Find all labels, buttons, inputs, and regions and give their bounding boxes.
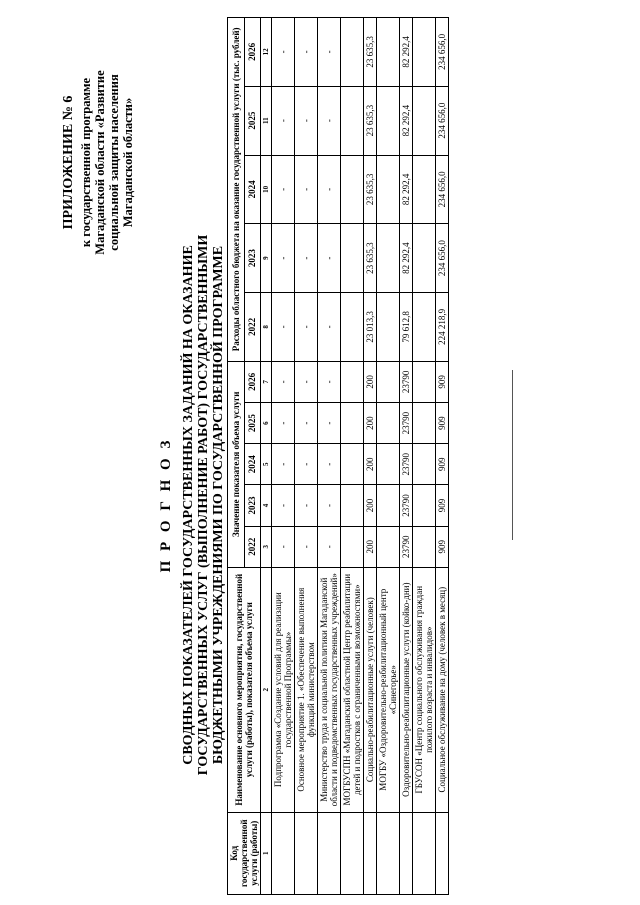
volume-value-cell: 200 <box>364 526 377 567</box>
expense-value-cell: - <box>272 18 295 87</box>
row-name: МОГБУ «Оздоровительно-реабилитационный центр «Синегорье» <box>377 567 400 812</box>
expense-value-cell <box>377 86 400 155</box>
expense-value-cell: - <box>318 155 341 224</box>
expense-value-cell: - <box>272 292 295 361</box>
row-name: Социальное обслуживание на дому (человек в месяц) <box>436 567 449 812</box>
expense-value-cell <box>377 224 400 293</box>
row-name: Подпрограмма «Создание условий для реализации государственной Программы» <box>272 567 295 812</box>
volume-value-cell: - <box>318 444 341 485</box>
volume-value-cell: 200 <box>364 444 377 485</box>
expense-value-cell <box>413 292 436 361</box>
volume-value-cell: - <box>272 444 295 485</box>
header-code: Код государственной услуги (работы) <box>228 812 261 894</box>
column-number: 4 <box>261 485 272 526</box>
header-row <box>228 18 245 895</box>
volume-value-cell: 909 <box>436 402 449 443</box>
expense-value-cell: - <box>295 86 318 155</box>
appendix-line: к государственной программе <box>79 77 93 248</box>
volume-value-cell: - <box>295 444 318 485</box>
volume-value-cell <box>341 526 364 567</box>
volume-value-cell: 23790 <box>400 444 413 485</box>
volume-value-cell: 23790 <box>400 485 413 526</box>
header-expense-group: Расходы областного бюджета на оказание государственной услуги (тыс. рублей) <box>228 18 245 362</box>
expense-value-cell <box>341 18 364 87</box>
expense-year-header: 2024 <box>244 155 261 224</box>
expense-value-cell: 82 292,4 <box>400 155 413 224</box>
column-number: 8 <box>261 292 272 361</box>
volume-value-cell: 200 <box>364 485 377 526</box>
expense-value-cell: - <box>272 155 295 224</box>
row-name: Социально-реабилитационные услуги (человек) <box>364 567 377 812</box>
row-code <box>364 812 377 894</box>
appendix-number: ПРИЛОЖЕНИЕ № 6 <box>61 95 76 230</box>
expense-value-cell: - <box>295 292 318 361</box>
expense-value-cell <box>377 18 400 87</box>
volume-value-cell: - <box>272 485 295 526</box>
row-code <box>400 812 413 894</box>
expense-value-cell: - <box>318 86 341 155</box>
row-code <box>436 812 449 894</box>
volume-year-header: 2024 <box>244 444 261 485</box>
row-code <box>272 812 295 894</box>
expense-value-cell: 23 635,3 <box>364 155 377 224</box>
expense-value-cell <box>413 86 436 155</box>
volume-value-cell: 23790 <box>400 526 413 567</box>
table-body <box>272 18 449 895</box>
volume-value-cell <box>377 526 400 567</box>
volume-value-cell <box>377 361 400 402</box>
expense-value-cell <box>377 292 400 361</box>
volume-value-cell <box>413 444 436 485</box>
column-number: 2 <box>261 567 272 812</box>
column-numbers-row <box>261 18 272 895</box>
expense-value-cell: 79 612,8 <box>400 292 413 361</box>
appendix-block <box>62 30 135 295</box>
volume-value-cell: - <box>295 361 318 402</box>
expense-value-cell: 82 292,4 <box>400 86 413 155</box>
row-name: Основное мероприятие 1. «Обеспечение выполнения функций министерством <box>295 567 318 812</box>
title-heading: П Р О Г Н О З <box>158 437 174 573</box>
volume-value-cell: 909 <box>436 526 449 567</box>
expense-value-cell <box>341 224 364 293</box>
volume-year-header: 2022 <box>244 526 261 567</box>
row-code <box>318 812 341 894</box>
title-line: ГОСУДАРСТВЕННЫХ УСЛУГ (ВЫПОЛНЕНИЕ РАБОТ) ГОСУДАРСТВЕННЫМИ <box>196 234 211 776</box>
expense-value-cell: 234 656,0 <box>436 86 449 155</box>
forecast-table <box>227 17 449 895</box>
column-number: 11 <box>261 86 272 155</box>
volume-value-cell: 200 <box>364 361 377 402</box>
expense-value-cell: - <box>295 224 318 293</box>
column-number: 9 <box>261 224 272 293</box>
expense-value-cell: - <box>295 155 318 224</box>
document-title <box>158 225 226 785</box>
expense-value-cell <box>413 155 436 224</box>
appendix-line: Магаданской области» <box>121 97 135 228</box>
title-line: СВОДНЫХ ПОКАЗАТЕЛЕЙ ГОСУДАРСТВЕННЫХ ЗАДАНИЙ НА ОКАЗАНИЕ <box>181 245 196 765</box>
volume-value-cell: 909 <box>436 485 449 526</box>
table-row <box>413 18 436 895</box>
volume-value-cell: - <box>272 526 295 567</box>
column-number: 12 <box>261 18 272 87</box>
appendix-line: социальной защиты населения <box>107 74 121 251</box>
header-volume-group: Значение показателя объема услуги <box>228 361 245 567</box>
column-number: 7 <box>261 361 272 402</box>
expense-value-cell: - <box>318 292 341 361</box>
volume-value-cell: - <box>318 402 341 443</box>
volume-value-cell <box>341 485 364 526</box>
expense-value-cell <box>413 224 436 293</box>
expense-year-header: 2023 <box>244 224 261 293</box>
expense-year-header: 2026 <box>244 18 261 87</box>
expense-value-cell: 23 013,3 <box>364 292 377 361</box>
footer-divider <box>512 370 513 540</box>
row-code <box>413 812 436 894</box>
column-number: 10 <box>261 155 272 224</box>
volume-value-cell: 909 <box>436 361 449 402</box>
volume-year-header: 2025 <box>244 402 261 443</box>
volume-year-header: 2023 <box>244 485 261 526</box>
row-name: ГБУСОН «Центр социального обслуживания граждан пожилого возраста и инвалидов» <box>413 567 436 812</box>
volume-value-cell <box>413 402 436 443</box>
row-name: Министерство труда и социальной политики Магаданской области и подведомственных государственных учреждений» <box>318 567 341 812</box>
table-row <box>341 18 364 895</box>
expense-value-cell <box>341 155 364 224</box>
volume-value-cell: - <box>318 361 341 402</box>
table-row <box>295 18 318 895</box>
volume-value-cell: - <box>295 402 318 443</box>
expense-value-cell <box>377 155 400 224</box>
column-number: 5 <box>261 444 272 485</box>
expense-value-cell: 23 635,3 <box>364 18 377 87</box>
volume-value-cell: - <box>295 485 318 526</box>
volume-value-cell <box>377 444 400 485</box>
expense-value-cell: 23 635,3 <box>364 86 377 155</box>
column-number: 3 <box>261 526 272 567</box>
volume-value-cell <box>413 361 436 402</box>
expense-value-cell: 224 218,9 <box>436 292 449 361</box>
volume-value-cell <box>341 402 364 443</box>
volume-value-cell: 23790 <box>400 361 413 402</box>
volume-value-cell: - <box>295 526 318 567</box>
expense-value-cell: 234 656,0 <box>436 18 449 87</box>
row-code <box>377 812 400 894</box>
expense-value-cell <box>341 86 364 155</box>
header-name: Наименование основного мероприятия, государственной услуги (работы), показателя объема услуги <box>228 567 261 812</box>
volume-value-cell <box>377 402 400 443</box>
row-code <box>295 812 318 894</box>
volume-value-cell: 909 <box>436 444 449 485</box>
volume-value-cell <box>377 485 400 526</box>
expense-value-cell: 234 656,0 <box>436 224 449 293</box>
volume-value-cell <box>341 444 364 485</box>
expense-value-cell: 23 635,3 <box>364 224 377 293</box>
table-row <box>318 18 341 895</box>
expense-year-header: 2025 <box>244 86 261 155</box>
expense-value-cell: - <box>318 18 341 87</box>
row-name: МОГБУСПН «Магаданский областной Центр реабилитации детей и подростков с ограниченными возможностями» <box>341 567 364 812</box>
expense-value-cell: - <box>318 224 341 293</box>
table-row <box>272 18 295 895</box>
table-row <box>436 18 449 895</box>
volume-value-cell: 200 <box>364 402 377 443</box>
expense-value-cell: - <box>272 86 295 155</box>
row-code <box>341 812 364 894</box>
volume-value-cell <box>413 485 436 526</box>
expense-value-cell <box>413 18 436 87</box>
volume-value-cell: - <box>318 526 341 567</box>
volume-value-cell: - <box>272 361 295 402</box>
expense-value-cell: 234 656,0 <box>436 155 449 224</box>
row-name: Оздоровительно-реабилитационные услуги (койко-дни) <box>400 567 413 812</box>
column-number: 1 <box>261 812 272 894</box>
volume-value-cell <box>413 526 436 567</box>
volume-value-cell: - <box>272 402 295 443</box>
volume-value-cell <box>341 361 364 402</box>
expense-value-cell: 82 292,4 <box>400 224 413 293</box>
volume-value-cell: 23790 <box>400 402 413 443</box>
column-number: 6 <box>261 402 272 443</box>
volume-value-cell: - <box>318 485 341 526</box>
table-row <box>377 18 400 895</box>
expense-value-cell: - <box>272 224 295 293</box>
appendix-line: Магаданской области «Развитие <box>93 70 107 255</box>
table-row <box>364 18 377 895</box>
expense-value-cell: - <box>295 18 318 87</box>
table-row <box>400 18 413 895</box>
expense-value-cell: 82 292,4 <box>400 18 413 87</box>
title-line: БЮДЖЕТНЫМИ УЧРЕЖДЕНИЯМИ ПО ГОСУДАРСТВЕННОЙ ПРОГРАММЕ <box>211 245 226 765</box>
volume-year-header: 2026 <box>244 361 261 402</box>
expense-year-header: 2022 <box>244 292 261 361</box>
expense-value-cell <box>341 292 364 361</box>
